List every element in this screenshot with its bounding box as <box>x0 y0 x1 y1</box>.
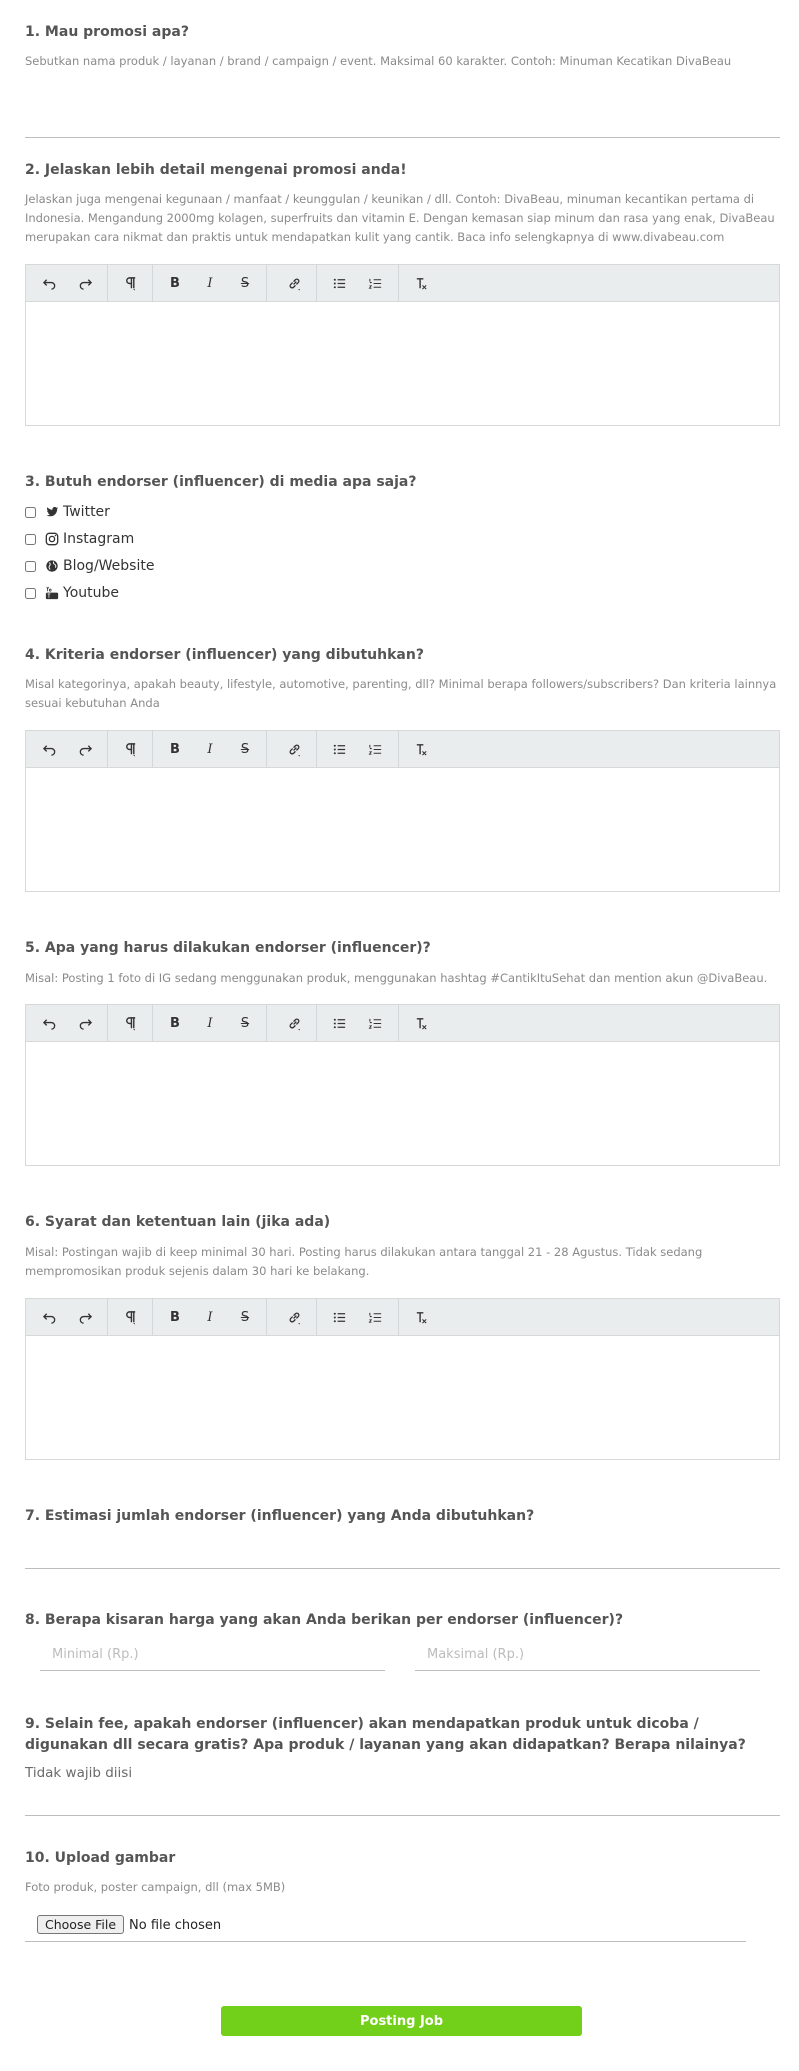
question-title: 6. Syarat dan ketentuan lain (jika ada) <box>25 1214 331 1230</box>
editor-content[interactable] <box>26 1336 779 1458</box>
question-7 <box>25 1506 780 1526</box>
undo-icon[interactable] <box>36 1005 62 1041</box>
question-10-desc <box>25 1878 780 1897</box>
question-1-desc <box>25 52 780 71</box>
question-10 <box>25 1848 780 1868</box>
file-status: No file chosen <box>129 1918 222 1933</box>
media-option-youtube[interactable] <box>25 585 119 601</box>
free-product-placeholder: Tidak wajib diisi <box>25 1765 133 1781</box>
link-icon[interactable] <box>281 731 307 767</box>
numbered-list-icon[interactable] <box>362 1299 388 1335</box>
bold-icon[interactable]: B <box>170 1309 180 1325</box>
question-description: Misal: Postingan wajib di keep minimal 30 hari. Posting harus dilakukan antara tanggal 21 - 28 Agustus. Tidak sedang mempromosikan produk sejenis dalam 30 hari ke belakang. <box>25 1245 703 1278</box>
bullet-list-icon[interactable] <box>326 731 352 767</box>
endorser-count-input[interactable] <box>25 1568 780 1569</box>
criteria-editor[interactable] <box>25 730 780 892</box>
question-title: 1. Mau promosi apa? <box>25 24 189 40</box>
youtube-icon <box>44 586 59 601</box>
tasks-editor[interactable] <box>25 1004 780 1166</box>
media-option-instagram[interactable] <box>25 531 134 547</box>
question-title: 9. Selain fee, apakah endorser (influencer) akan mendapatkan produk untuk dicoba / digunakan dll secara gratis? Apa produk / layanan yang akan didapatkan? Berapa nilainya? <box>25 1716 746 1753</box>
media-option-twitter[interactable] <box>25 504 110 520</box>
link-icon[interactable] <box>281 1299 307 1335</box>
editor-content[interactable] <box>26 1042 779 1164</box>
strikethrough-icon[interactable]: S <box>240 1015 250 1031</box>
twitter-checkbox[interactable] <box>25 507 36 518</box>
link-icon[interactable] <box>281 265 307 301</box>
free-product-input[interactable] <box>25 1765 780 1816</box>
promo-detail-editor[interactable] <box>25 264 780 426</box>
question-2 <box>25 160 780 180</box>
globe-icon <box>44 559 59 574</box>
question-9 <box>25 1714 780 1756</box>
max-price-placeholder: Maksimal (Rp.) <box>427 1647 525 1662</box>
bold-icon[interactable]: B <box>170 1015 180 1031</box>
option-label: Youtube <box>63 585 119 601</box>
question-title: 7. Estimasi jumlah endorser (influencer) yang Anda dibutuhkan? <box>25 1508 535 1524</box>
italic-icon[interactable]: I <box>207 741 213 757</box>
link-icon[interactable] <box>281 1005 307 1041</box>
posting-job-button[interactable]: Posting Job <box>221 2006 582 2036</box>
question-4 <box>25 645 780 665</box>
question-description: Sebutkan nama produk / layanan / brand / campaign / event. Maksimal 60 karakter. Contoh: Minuman Kecatikan DivaBeau <box>25 54 732 68</box>
option-label: Instagram <box>63 531 135 547</box>
instagram-checkbox[interactable] <box>25 534 36 545</box>
undo-icon[interactable] <box>36 731 62 767</box>
terms-editor[interactable] <box>25 1298 780 1460</box>
numbered-list-icon[interactable] <box>362 731 388 767</box>
question-5 <box>25 938 780 958</box>
clear-format-icon[interactable] <box>408 1005 434 1041</box>
clear-format-icon[interactable] <box>408 1299 434 1335</box>
bullet-list-icon[interactable] <box>326 1299 352 1335</box>
paragraph-format-icon[interactable] <box>117 731 143 767</box>
bold-icon[interactable]: B <box>170 275 180 291</box>
bold-icon[interactable]: B <box>170 741 180 757</box>
option-label: Blog/Website <box>63 558 155 574</box>
strikethrough-icon[interactable]: S <box>240 275 250 291</box>
question-6-desc <box>25 1243 780 1281</box>
max-price-input[interactable] <box>415 1647 760 1671</box>
numbered-list-icon[interactable] <box>362 265 388 301</box>
question-title: 2. Jelaskan lebih detail mengenai promosi anda! <box>25 162 407 178</box>
editor-toolbar <box>26 731 779 768</box>
min-price-placeholder: Minimal (Rp.) <box>52 1647 139 1662</box>
editor-toolbar <box>26 265 779 302</box>
question-5-desc <box>25 969 780 988</box>
question-title: 5. Apa yang harus dilakukan endorser (influencer)? <box>25 940 431 956</box>
question-2-desc <box>25 190 780 247</box>
paragraph-format-icon[interactable] <box>117 265 143 301</box>
question-title: 8. Berapa kisaran harga yang akan Anda berikan per endorser (influencer)? <box>25 1612 624 1628</box>
undo-icon[interactable] <box>36 265 62 301</box>
file-upload[interactable] <box>25 1915 746 1942</box>
question-description: Foto produk, poster campaign, dll (max 5MB) <box>25 1880 286 1894</box>
strikethrough-icon[interactable]: S <box>240 1309 250 1325</box>
min-price-input[interactable] <box>40 1647 385 1671</box>
instagram-icon <box>44 532 59 547</box>
italic-icon[interactable]: I <box>207 1309 213 1325</box>
bullet-list-icon[interactable] <box>326 265 352 301</box>
question-title: 4. Kriteria endorser (influencer) yang dibutuhkan? <box>25 647 424 663</box>
editor-toolbar <box>26 1299 779 1336</box>
question-1 <box>25 22 780 42</box>
question-6 <box>25 1212 780 1232</box>
redo-icon[interactable] <box>72 265 98 301</box>
choose-file-button[interactable]: Choose File <box>37 1915 124 1934</box>
question-8 <box>25 1610 780 1630</box>
question-description: Misal kategorinya, apakah beauty, lifestyle, automotive, parenting, dll? Minimal berapa followers/subscribers? Dan kriteria lainnya sesuai kebutuhan Anda <box>25 677 777 710</box>
question-3 <box>25 472 780 492</box>
question-title: 10. Upload gambar <box>25 1850 176 1866</box>
undo-icon[interactable] <box>36 1299 62 1335</box>
promo-name-input[interactable] <box>25 117 780 138</box>
clear-format-icon[interactable] <box>408 731 434 767</box>
option-label: Twitter <box>63 504 110 520</box>
italic-icon[interactable]: I <box>207 275 213 291</box>
question-title: 3. Butuh endorser (influencer) di media apa saja? <box>25 474 417 490</box>
youtube-checkbox[interactable] <box>25 588 36 599</box>
numbered-list-icon[interactable] <box>362 1005 388 1041</box>
bullet-list-icon[interactable] <box>326 1005 352 1041</box>
question-4-desc <box>25 675 780 713</box>
paragraph-format-icon[interactable] <box>117 1299 143 1335</box>
redo-icon[interactable] <box>72 1299 98 1335</box>
question-description: Misal: Posting 1 foto di IG sedang menggunakan produk, menggunakan hashtag #CantikItuSehat dan mention akun @DivaBeau. <box>25 971 768 985</box>
media-option-blog[interactable] <box>25 558 154 574</box>
clear-format-icon[interactable] <box>408 265 434 301</box>
twitter-icon <box>44 505 59 520</box>
question-description: Jelaskan juga mengenai kegunaan / manfaat / keunggulan / keunikan / dll. Contoh: DivaBeau, minuman kecantikan pertama di Indonesia. Mengandung 2000mg kolagen, superfruits dan vitamin E. Dengan kemasan siap minum dan rasa yang enak, DivaBeau merupakan cara nikmat dan praktis untuk mendapatkan kulit yang cantik. Baca info selengkapnya di www.divabeau.com <box>25 192 775 244</box>
redo-icon[interactable] <box>72 1005 98 1041</box>
redo-icon[interactable] <box>72 731 98 767</box>
italic-icon[interactable]: I <box>207 1015 213 1031</box>
editor-content[interactable] <box>26 768 779 890</box>
strikethrough-icon[interactable]: S <box>240 741 250 757</box>
editor-toolbar <box>26 1005 779 1042</box>
editor-content[interactable] <box>26 302 779 424</box>
blog-checkbox[interactable] <box>25 561 36 572</box>
paragraph-format-icon[interactable] <box>117 1005 143 1041</box>
